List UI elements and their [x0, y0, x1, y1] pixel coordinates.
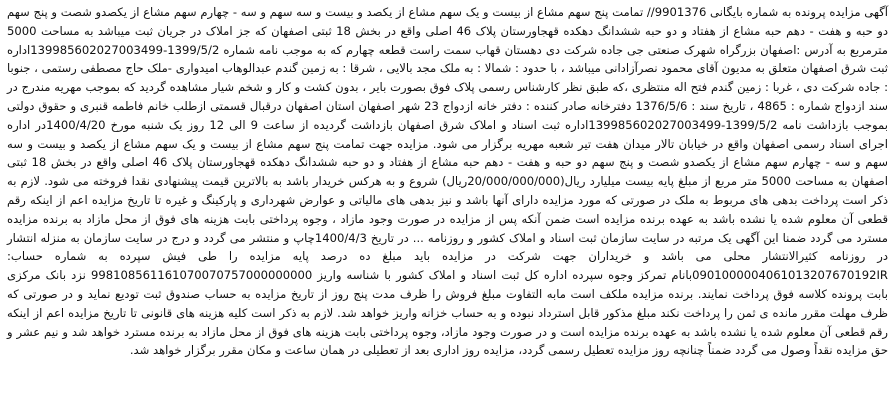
auction-notice-body: آگهی مزایده پرونده به شماره بایگانی 9901376// تمامت پنج سهم مشاع از بیست و یک سهم مشاع از یکصد و بیست و سه سهم و سه - چهارم سهم مشاع از یکصدو شصت و پنج سهم دو حبه و هفت - دهم حبه مشاع از هفتاد و دو حبه ششدانگ دهکده قهجاورستان پلاک 46 اصلی واقع در بخش 18 ثبتی اصفهان که جز املاک در جریان ثبت میباشد به مساحت 5000 مترمربع به آدرس :اصفهان بزرگراه شهرک صنعتی جی جاده شرکت دی دهستان قهاب سمت راست قطعه چهارم که به موجب نامه شماره 1399/5/2-139985602027003499اداره ثبت شرق اصفهان متعلق به مدیون آقای محمود نصرآزادانی میباشد ، با حدود : شمالا : به ملک مجد بالایی ، شرقا : به زمین گندم عبدالوهاب امیدواری -ملک حاج مصطفی رستمی ، جنوبا : جاده شرکت دی ، غربا : زمین گندم فتح اله منتظری ،که طبق نظر کارشناس رسمی پلاک فوق بصورت بایر ، بدون کشت و کار و شخم شیار مشاهده گردید که بموجب مهریه مندرج در سند ازدواج شماره : 4865 ، تاریخ سند : 1376/5/6 دفترخانه صادر کننده : دفتر خانه ازدواج 23 شهر اصفهان استان اصفهان درقبال قسمتی ازطلب خانم فاطمه قنبری و حقوق دولتی بموجب بازداشت نامه 1399/5/2-139985602027003499اداره ثبت اسناد و املاک شرق اصفهان بازداشت گردیده از ساعت 9 الی 12 روز یک شنبه مورخ 1400/4/20در اداره اجرای اسناد رسمی اصفهان واقع در خیابان تالار میدان هفت تیر شعبه مهریه برگزار می شود. مزایده جهت تمامت پنج سهم مشاع از بیست و یک سهم مشاع از یکصد و بیست و سه سهم و سه - چهارم سهم مشاع از یکصدو شصت و پنج سهم دو حبه و هفت - دهم حبه مشاع از هفتاد و دو حبه ششدانگ دهکده قهجاورستان پلاک 46 اصلی واقع در بخش 18 ثبتی اصفهان به مساحت 5000 متر مربع از مبلغ پایه بیست میلیارد ریال(20/000/000/000ریال) شروع و به هرکس خریدار باشد به بالاترین قیمت پیشنهادی نقدا فروخته می شود. لازم به ذکر است پرداخت بدهی های مربوط به ملک در صورتی که مورد مزایده دارای آنها باشد و نیز بدهی های مالیاتی و عوارض شهرداری و پارکینگ و غیره تا تاریخ مزایده اعم از اینکه رقم قطعی آن معلوم شده یا نشده باشد به عهده برنده مزایده است ضمن آنکه پس از مزایده در صورت وجود مازاد ، وجوه پرداختی بابت هزینه های فوق از محل مازاد به برنده مزایده مسترد می گردد ضمنا این آگهی یک مرتبه در سایت سازمان ثبت اسناد و املاک کشور و روزنامه ... در تاریخ 1400/4/3چاپ و منتشر می گردد و درج در سایت سازمان به منزله انتشار در روزنامه کثیرالانتشار محلی می باشد و خریداران جهت شرکت در مزایده باید مبلغ ده درصد پایه مزایده را طی فیش سپرده به شماره حساب: 0901000004061013207670192IRبانام تمرکز وجوه سپرده اداره کل ثبت اسناد و املاک کشور با شناسه واریز 998108561161070070757000000000 نزد بانک مرکزی بابت پرونده کلاسه فوق پرداخت نمایند. برنده مزایده ملکف است مابه التفاوت مبلغ فروش را ظرف مدت پنج روز از تاریخ مزایده به حساب صندوق ثبت تودیع نماید و در صورتی که ظرف مهلت مقرر مانده ی ثمن را پرداخت نکند مبلغ مذکور قابل استرداد نبوده و به حساب خزانه واریز خواهد شد. لازم به ذکر است کلیه هزینه های قانونی تا تاریخ مزایده اعم از اینکه رقم قطعی آن معلوم شده یا نشده باشد به عهده برنده مزایده است و در صورت وجود مازاد، وجوه پرداختی بابت هزینه های فوق از محل مازاد به برنده مسترد خواهد شد و نیم عشر و حق مزایده نقداً وصول می گردد ضمناً چنانچه روز مزایده تعطیل رسمی گردد، مزایده روز اداری بعد از تعطیلی در همان ساعت و مکان مقرر برگزار خواهد شد. [7, 5, 889, 358]
